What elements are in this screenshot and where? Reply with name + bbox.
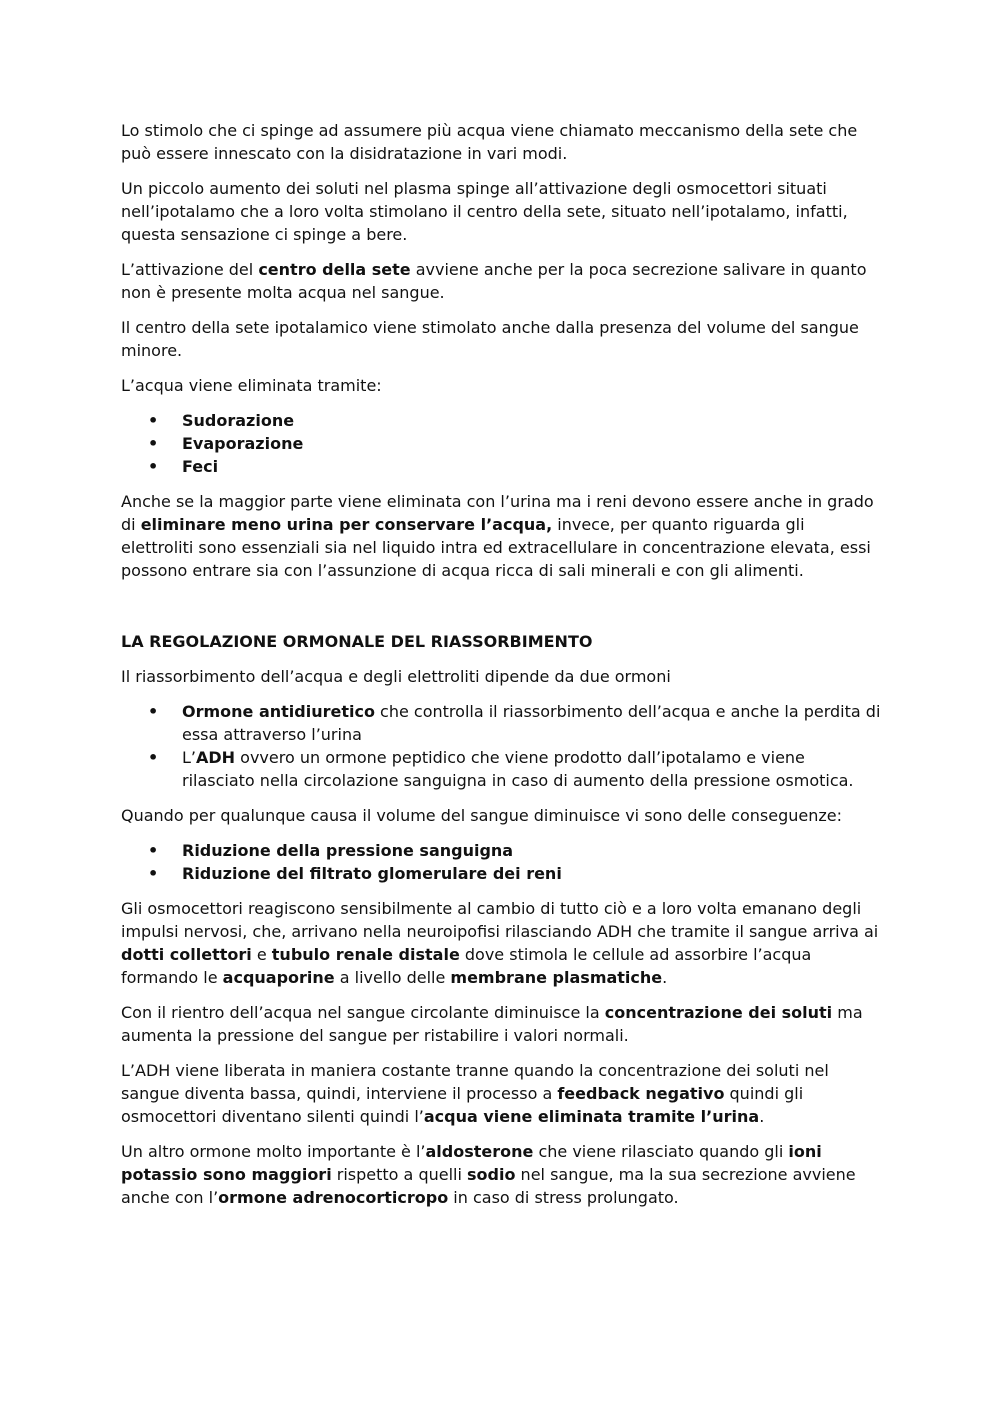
bullet-list-hormones xyxy=(121,700,881,792)
text-run: ovvero un ormone peptidico che viene prodotto dall’ipotalamo e viene rilasciato nella circolazione sanguigna in caso di aumento della pressione osmotica. xyxy=(182,748,854,790)
bold-term: ADH xyxy=(196,748,236,767)
list-item xyxy=(121,700,881,746)
list-item-label: Evaporazione xyxy=(182,434,304,453)
text-run: invece, per quanto riguarda gli elettroliti sono essenziali sia nel liquido intra ed extracellulare in concentrazione elevata, essi possono entrare sia con l’assunzione di acqua ricca di sali minerali e con gli alimenti. xyxy=(121,515,871,580)
document-page xyxy=(121,119,881,1221)
list-item xyxy=(121,455,881,478)
bold-term: ormone adrenocorticropo xyxy=(218,1188,449,1207)
text-run: L’ xyxy=(182,748,196,767)
list-item xyxy=(121,862,881,885)
text-run: quindi gli osmocettori diventano silenti quindi l’ xyxy=(121,1084,804,1126)
paragraph-osmoreceptors: Un piccolo aumento dei soluti nel plasma spinge all’attivazione degli osmocettori situati nell’ipotalamo che a loro volta stimolano il centro della sete, situato nell’ipotalamo, infatti, questa sensazione ci spinge a bere. xyxy=(121,179,848,244)
paragraph-water-elimination-intro: L’acqua viene eliminata tramite: xyxy=(121,376,382,395)
paragraph-aldosterone xyxy=(121,1140,881,1209)
section-heading: LA REGOLAZIONE ORMONALE DEL RIASSORBIMENTO xyxy=(121,632,593,651)
bold-term: tubulo renale distale xyxy=(271,945,460,964)
bold-term: Ormone antidiuretico xyxy=(182,702,375,721)
bold-term: sodio xyxy=(467,1165,516,1184)
paragraph-volume-consequences: Quando per qualunque causa il volume del sangue diminuisce vi sono delle conseguenze: xyxy=(121,806,842,825)
paragraph-blood-volume: Il centro della sete ipotalamico viene stimolato anche dalla presenza del volume del sangue minore. xyxy=(121,318,859,360)
bold-term: acqua viene eliminata tramite l’urina xyxy=(423,1107,760,1126)
bullet-list-consequences xyxy=(121,839,881,885)
list-item xyxy=(121,839,881,862)
bold-term: feedback negativo xyxy=(557,1084,725,1103)
text-run: Un altro ormone molto importante è l’ xyxy=(121,1142,426,1161)
paragraph-thirst-mechanism: Lo stimolo che ci spinge ad assumere più acqua viene chiamato meccanismo della sete che può essere innescato con la disidratazione in vari modi. xyxy=(121,121,858,163)
bold-term: dotti collettori xyxy=(121,945,252,964)
text-run: ma aumenta la pressione del sangue per ristabilire i valori normali. xyxy=(121,1003,863,1045)
paragraph-urine-electrolytes xyxy=(121,490,881,582)
text-run: rispetto a quelli xyxy=(331,1165,468,1184)
text-run: in caso di stress prolungato. xyxy=(448,1188,679,1207)
text-run: che viene rilasciato quando gli xyxy=(533,1142,789,1161)
bold-term: membrane plasmatiche xyxy=(450,968,663,987)
bold-term: ioni potassio sono maggiori xyxy=(121,1142,822,1184)
paragraph-thirst-center xyxy=(121,258,881,304)
bold-term: eliminare meno urina per conservare l’acqua, xyxy=(140,515,553,534)
text-run: Con il rientro dell’acqua nel sangue circolante diminuisce la xyxy=(121,1003,605,1022)
paragraph-solute-concentration xyxy=(121,1001,881,1047)
text-run: Anche se la maggior parte viene eliminata con l’urina ma i reni devono essere anche in grado di xyxy=(121,492,874,534)
bold-term: centro della sete xyxy=(258,260,411,279)
paragraph-negative-feedback xyxy=(121,1059,881,1128)
bullet-list-water-elimination xyxy=(121,409,881,478)
text-run: . xyxy=(662,968,668,987)
list-item xyxy=(121,432,881,455)
bold-term: aldosterone xyxy=(425,1142,534,1161)
text-run: e xyxy=(251,945,272,964)
paragraph-adh-action xyxy=(121,897,881,989)
list-item xyxy=(121,409,881,432)
text-run: Gli osmocettori reagiscono sensibilmente al cambio di tutto ciò e a loro volta emanano degli impulsi nervosi, che, arrivano nella neuroipofisi rilasciando ADH che tramite il sangue arriva ai xyxy=(121,899,879,941)
text-run: a livello delle xyxy=(334,968,451,987)
text-run: L’ADH viene liberata in maniera costante tranne quando la concentrazione dei soluti nel sangue diventa bassa, quindi, interviene il processo a xyxy=(121,1061,829,1103)
text-run: . xyxy=(759,1107,765,1126)
text-run: L’attivazione del xyxy=(121,260,259,279)
bold-term: concentrazione dei soluti xyxy=(604,1003,833,1022)
text-run: che controlla il riassorbimento dell’acqua e anche la perdita di essa attraverso l’urina xyxy=(182,702,881,744)
list-item-label: Riduzione della pressione sanguigna xyxy=(182,841,514,860)
list-item-label: Sudorazione xyxy=(182,411,295,430)
bold-term: acquaporine xyxy=(222,968,335,987)
list-item-label: Feci xyxy=(182,457,219,476)
text-run: avviene anche per la poca secrezione salivare in quanto non è presente molta acqua nel sangue. xyxy=(121,260,867,302)
list-item-label: Riduzione del filtrato glomerulare dei reni xyxy=(182,864,562,883)
text-run: dove stimola le cellule ad assorbire l’acqua formando le xyxy=(121,945,812,987)
paragraph-hormones-intro: Il riassorbimento dell’acqua e degli elettroliti dipende da due ormoni xyxy=(121,667,671,686)
text-run: nel sangue, ma la sua secrezione avviene anche con l’ xyxy=(121,1165,856,1207)
list-item xyxy=(121,746,881,792)
